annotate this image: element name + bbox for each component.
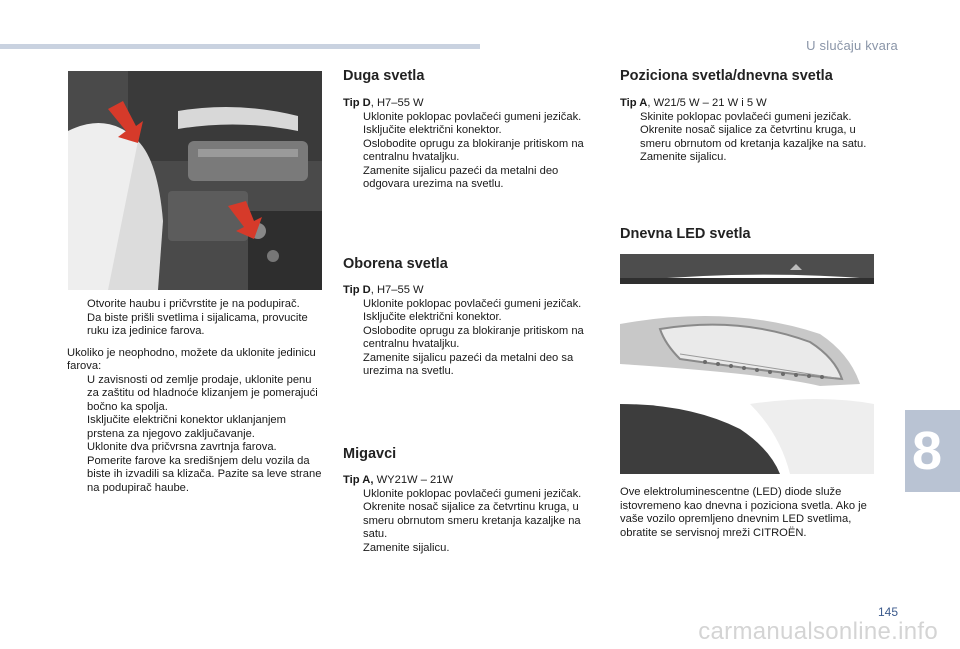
- left-steps-2: [67, 374, 325, 496]
- list-item: Isključite električni konektor.: [363, 124, 502, 136]
- section-title-dnevna: Dnevna LED svetla: [620, 226, 751, 242]
- section-title-migavci: Migavci: [343, 446, 397, 462]
- list-item: Otvorite haubu i pričvrstite je na podupirač.: [87, 298, 300, 310]
- page-number: 145: [877, 605, 898, 619]
- header-bar: [0, 44, 480, 49]
- list-item: Pomerite farove ka središnjem delu vozila da biste ih izvadili sa klizača. Pazite sa leve strane na podupirač haube.: [87, 454, 322, 494]
- section-title-oborena: Oborena svetla: [343, 256, 448, 272]
- migavci-section: Tip A, WY21W – 21W Uklonite poklopac povlačeći gumeni jezičak. Okrenite nosač sijalice za četvrtinu kruga, u smeru obrnutom smeru kretanja kazaljke na satu. Zamenite sijalicu.: [343, 474, 605, 555]
- watermark: carmanualsonline.info: [698, 618, 938, 645]
- list-item: Isključite električni konektor.: [363, 311, 502, 323]
- dnevna-text: Ove elektroluminescentne (LED) diode služe istovremeno kao dnevna i poziciona svetla. Ako je vaše vozilo opremljeno dnevnim LED svetlima, obratite se servisnoj mreži CITROËN.: [620, 486, 867, 539]
- headlight-photo: [620, 254, 874, 474]
- list-item: Uklonite poklopac povlačeći gumeni jezičak.: [363, 110, 582, 123]
- poziciona-section: Tip A, W21/5 W – 21 W i 5 W Skinite poklopac povlačeći gumeni jezičak. Okrenite nosač sijalice za četvrtinu kruga, u smeru obrnutom od kretanja kazaljke na satu. Zamenite sijalicu.: [620, 97, 870, 165]
- list-item: Uklonite poklopac povlačeći gumeni jezičak.: [363, 297, 582, 310]
- list-item: Okrenite nosač sijalice za četvrtinu kruga, u smeru obrnutom smeru kretanja kazaljke na satu.: [363, 501, 581, 540]
- list-item: Uklonite poklopac povlačeći gumeni jezičak.: [363, 487, 582, 500]
- list-item: Uklonite dva pričvrsna zavrtnja farova.: [87, 441, 277, 453]
- section-title-duga: Duga svetla: [343, 68, 425, 84]
- list-item: Oslobodite oprugu za blokiranje pritiskom na centralnu hvataljku.: [363, 137, 584, 163]
- duga-section: Tip D, H7–55 W Uklonite poklopac povlačeći gumeni jezičak. Isključite električni konektor. Oslobodite oprugu za blokiranje pritiskom na centralnu hvataljku. Zamenite sijalicu pazeći da metalni deo odgovara urezima na svetlu.: [343, 97, 605, 192]
- left-note: Ukoliko je neophodno, možete da uklonite jedinicu farova:: [67, 346, 316, 372]
- chapter-number: 8: [911, 421, 942, 481]
- oborena-section: Tip D, H7–55 W Uklonite poklopac povlačeći gumeni jezičak. Isključite električni konektor. Oslobodite oprugu za blokiranje pritiskom na centralnu hvataljku. Zamenite sijalicu pazeći da metalni deo sa urezima na svetlu.: [343, 284, 605, 379]
- list-item: Okrenite nosač sijalice za četvrtinu kruga, u smeru obrnutom od kretanja kazaljke na satu.: [640, 124, 867, 150]
- engine-bay-photo: [68, 71, 322, 290]
- list-item: Isključite električni konektor uklanjanjem prstena za njegovo zaključavanje.: [87, 414, 286, 440]
- list-item: Skinite poklopac povlačeći gumeni jezičak.: [640, 110, 852, 123]
- list-item: Da biste prišli svetlima i sijalicama, provucite ruku iza jedinice farova.: [87, 311, 308, 337]
- left-steps: [67, 298, 325, 339]
- list-item: Oslobodite oprugu za blokiranje pritiskom na centralnu hvataljku.: [363, 324, 584, 350]
- list-item: U zavisnosti od zemlje prodaje, uklonite penu za zaštitu od hladnoće klizanjem je pomerajući bočno ka spolja.: [87, 373, 318, 413]
- list-item: Zamenite sijalicu pazeći da metalni deo odgovara urezima na svetlu.: [363, 164, 559, 190]
- left-column: [67, 298, 325, 495]
- section-title-poziciona: Poziciona svetla/dnevna svetla: [620, 68, 833, 84]
- list-item: Zamenite sijalicu.: [363, 541, 450, 554]
- list-item: Zamenite sijalicu.: [640, 151, 727, 163]
- list-item: Zamenite sijalicu pazeći da metalni deo sa urezima na svetlu.: [363, 351, 574, 377]
- chapter-title: U slučaju kvara: [806, 38, 898, 53]
